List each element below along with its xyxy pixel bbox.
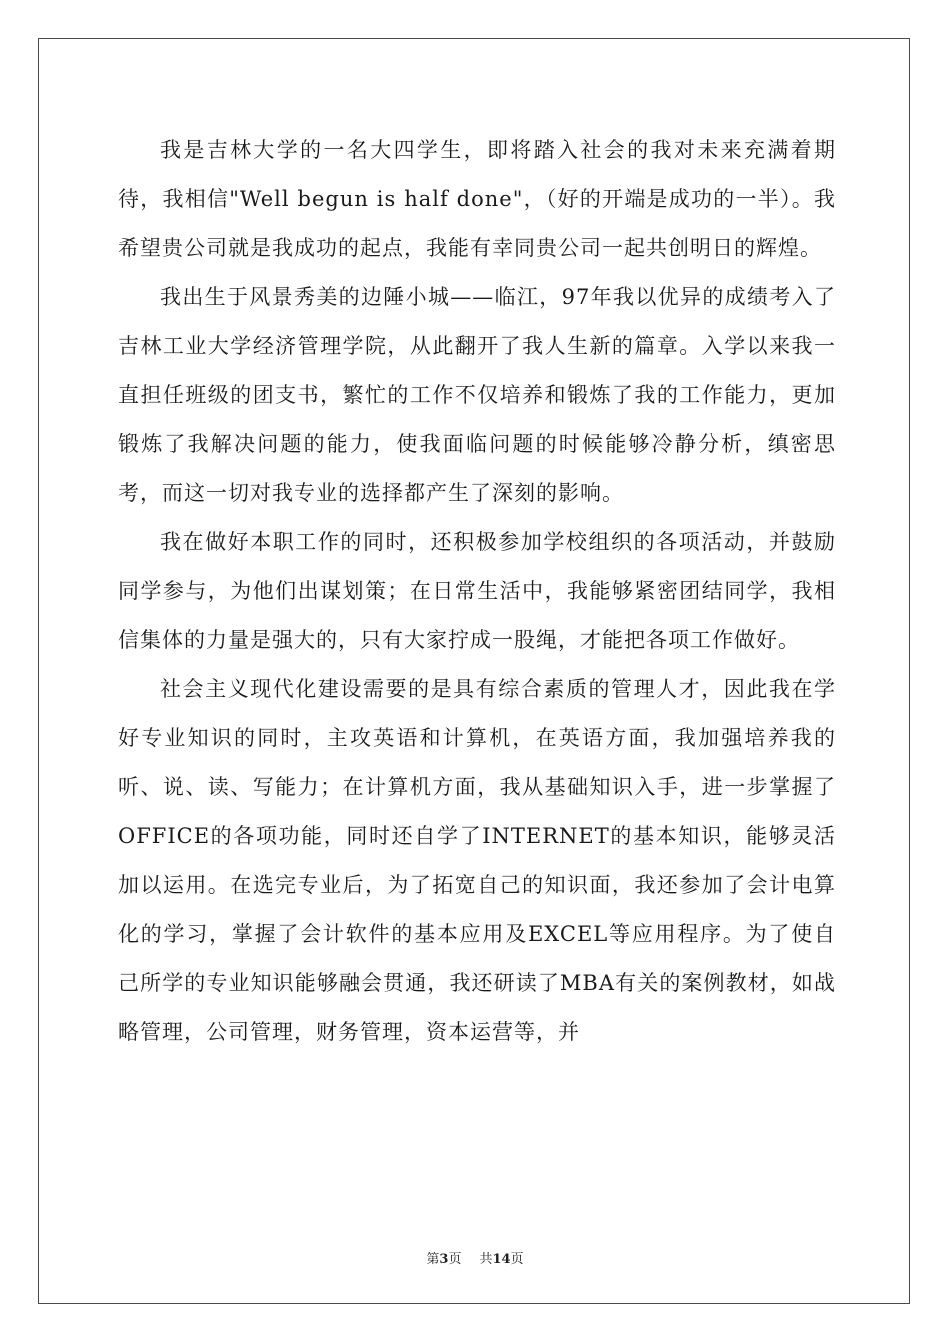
paragraph-1: 我是吉林大学的一名大四学生，即将踏入社会的我对未来充满着期待，我相信"Well begun is half done"，（好的开端是成功的一半）。我希望贵公司就是我成功的起点，我能有幸同贵公司一起共创明日的辉煌。: [118, 138, 836, 260]
paragraph-3: 我在做好本职工作的同时，还积极参加学校组织的各项活动，并鼓励同学参与，为他们出谋划策；在日常生活中，我能够紧密团结同学，我相信集体的力量是强大的，只有大家拧成一股绳，才能把各项工作做好。: [118, 530, 836, 652]
page-prefix: 第: [426, 1252, 440, 1267]
page-suffix: 页: [448, 1252, 462, 1267]
page-number: 3: [439, 1252, 449, 1267]
document-body: [118, 126, 836, 1057]
total-prefix: 共: [479, 1252, 493, 1267]
paragraph-2: 我出生于风景秀美的边陲小城——临江，97年我以优异的成绩考入了吉林工业大学经济管理学院，从此翻开了我人生新的篇章。入学以来我一直担任班级的团支书，繁忙的工作不仅培养和锻炼了我的工作能力，更加锻炼了我解决问题的能力，使我面临问题的时候能够冷静分析，缜密思考，而这一切对我专业的选择都产生了深刻的影响。: [118, 285, 836, 505]
paragraph-4: 社会主义现代化建设需要的是具有综合素质的管理人才，因此我在学好专业知识的同时，主攻英语和计算机，在英语方面，我加强培养我的听、说、读、写能力；在计算机方面，我从基础知识入手，进一步掌握了OFFICE的各项功能，同时还自学了INTERNET的基本知识，能够灵活加以运用。在选完专业后，为了拓宽自己的知识面，我还参加了会计电算化的学习，掌握了会计软件的基本应用及EXCEL等应用程序。为了使自己所学的专业知识能够融会贯通，我还研读了MBA有关的案例教材，如战略管理，公司管理，财务管理，资本运营等，并: [118, 677, 836, 1044]
total-suffix: 页: [510, 1252, 524, 1267]
total-pages: 14: [492, 1252, 511, 1267]
page-footer: [0, 1248, 950, 1267]
